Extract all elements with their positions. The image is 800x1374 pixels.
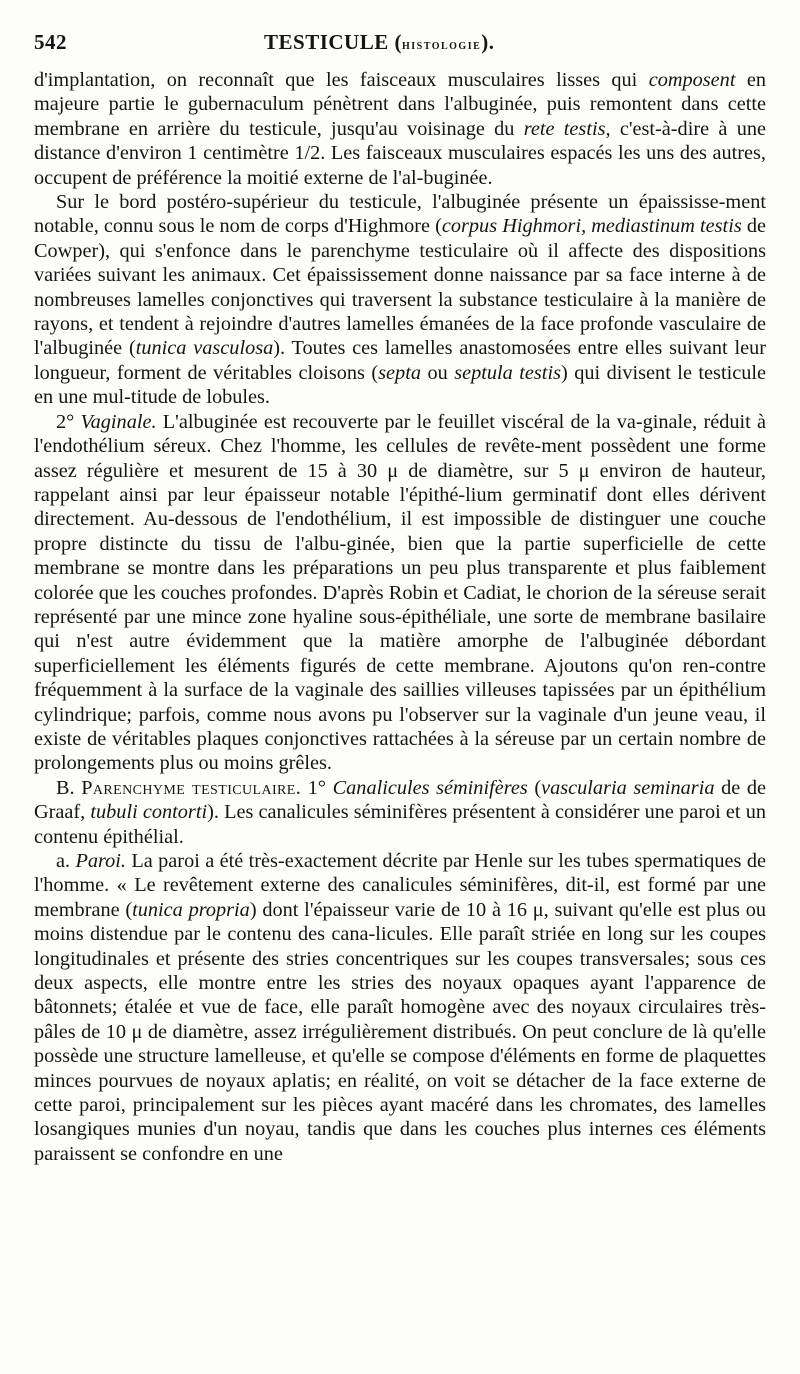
text-run: ou	[420, 361, 455, 384]
text-italic: tunica vasculosa	[135, 337, 274, 360]
page-number: 542	[34, 30, 67, 54]
section-number: 1°	[301, 776, 333, 799]
running-header	[34, 30, 766, 68]
running-title-sub: histologie	[401, 38, 482, 53]
text-run: de de Graaf,	[34, 776, 766, 824]
section-label: Paroi.	[75, 850, 126, 872]
running-title	[264, 30, 766, 55]
running-title-main: TESTICULE	[264, 30, 389, 54]
text-run: de Cowper), qui s'enfonce dans le parenchyme testiculaire où il affecte des dispositions variées suivant les animaux. Cet épaississement donne naissance par sa face interne à de nombreuses lamelles conjonctives qui traversent la substance testiculaire à la manière de rayons, et tendent à rejoindre d'autres lamelles émanées de la face profonde vasculaire de l'albuginée (	[34, 215, 766, 360]
text-run: en majeure partie le gubernaculum pénètrent dans l'albuginée, puis remontent dans cette membrane en arrière du testicule, jusqu'au voisinage du	[34, 69, 766, 140]
section-letter: a.	[56, 850, 76, 872]
text-italic: Canalicules séminifères	[332, 776, 528, 799]
text-run: ). Les canalicules séminifères présentent à considérer une paroi et un contenu épithélial.	[34, 801, 766, 848]
paragraph-paroi	[34, 849, 766, 1166]
paragraph-corps-highmore	[34, 190, 766, 410]
text-italic: corpus Highmori, mediastinum testis	[441, 215, 742, 238]
section-label: Vaginale.	[80, 410, 157, 433]
body-text	[34, 68, 766, 1166]
text-run: La paroi a été très-exactement décrite par Henle sur les tubes spermatiques de l'homme. « Le revêtement externe des canalicules séminifères, dit-il, est formé par une membrane (	[34, 850, 766, 921]
text-run: (	[527, 776, 542, 799]
text-run: Sur le bord postéro-supérieur du testicule, l'albuginée présente un épaississe-ment notable, connu sous le nom de corps d'Highmore (	[34, 191, 766, 238]
paragraph-parenchyme	[34, 776, 766, 849]
text-italic: tunica propria	[132, 898, 250, 921]
section-number: 2°	[56, 410, 81, 433]
text-run: ). Toutes ces lamelles anastomosées entre elles suivant leur longueur, forment de véritables cloisons (	[34, 337, 767, 384]
text-run: ) dont l'épaisseur varie de 10 à 16 μ, suivant qu'elle est plus ou moins distendue par le contenu des cana-licules. Elle paraît striée en long sur les coupes longitudinales et présente des stries concentriques sur les coupes transversales; sous ces deux aspects, elle montre entre les stries des noyaux opaques ayant l'apparence de bâtonnets; étalée et vue de face, elle paraît homogène avec des noyaux circulaires très-pâles de 10 μ de diamètre, assez irrégulièrement distribués. On peut conclure de là qu'elle possède une structure lamelleuse, et qu'elle se compose d'éléments en forme de plaquettes minces pourvues de noyaux aplatis; en réalité, on voit se détacher de la face externe de cette paroi, principalement sur les pièces ayant macéré dans les chromates, des lamelles losangiques munies d'un noyau, tandis que dans les couches plus internes ces éléments paraissent se confondre en une	[34, 898, 766, 1165]
text-run: ) qui divisent le testicule en une mul-titude de lobules.	[34, 361, 767, 409]
paragraph-vaginale	[34, 410, 766, 776]
text-italic: rete testis,	[523, 117, 611, 140]
section-heading: Parenchyme testiculaire.	[81, 776, 302, 799]
running-title-open: (	[388, 30, 402, 54]
text-run: L'albuginée est recouverte par le feuillet viscéral de la va-ginale, réduit à l'endothélium séreux. Chez l'homme, les cellules de revête-ment possèdent une forme assez régulière et mesurent de 15 à 30 μ de diamètre, sur 5 μ environ de hauteur, rappelant ainsi par leur épaisseur notable l'épithé-lium germinatif dont elles dérivent directement. Au-dessous de l'endothélium, il est impossible de distinguer une couche propre distincte du tissu de l'albu-ginée, bien que la partie superficielle de cette membrane se montre dans les préparations un peu plus transparente et plus faiblement colorée que les couches profondes. D'après Robin et Cadiat, le chorion de la séreuse serait représenté par une mince zone hyaline sous-épithéliale, une sorte de membrane basilaire qui n'est autre évidemment que la matière amorphe de l'albuginée débordant superficiellement les éléments figurés de cette membrane. Ajoutons qu'on ren-contre fréquemment à la surface de la vaginale des saillies villeuses tapissées par un épithélium cylindrique; parfois, comme nous avons pu l'observer sur la vaginale d'un jeune veau, il existe de véritables plaques conjonctives rattachées à la séreuse par un certain nombre de prolongements plus ou moins grêles.	[34, 410, 767, 775]
text-run: d'implantation, on reconnaît que les faisceaux musculaires lisses qui	[34, 69, 649, 91]
section-letter: B.	[56, 776, 82, 799]
running-title-close: ).	[481, 30, 495, 54]
text-italic: composent	[648, 69, 736, 91]
text-italic: vascularia seminaria	[541, 776, 715, 799]
text-run: c'est-à-dire à une distance d'environ 1 centimètre 1/2. Les faisceaux musculaires espacés les uns des autres, occupent de préférence la moitié externe de l'al-buginée.	[34, 117, 766, 189]
text-italic: septa	[378, 361, 421, 384]
text-italic: tubuli contorti	[90, 801, 208, 824]
text-italic: septula testis	[454, 361, 561, 384]
paragraph-continuation	[34, 68, 766, 190]
